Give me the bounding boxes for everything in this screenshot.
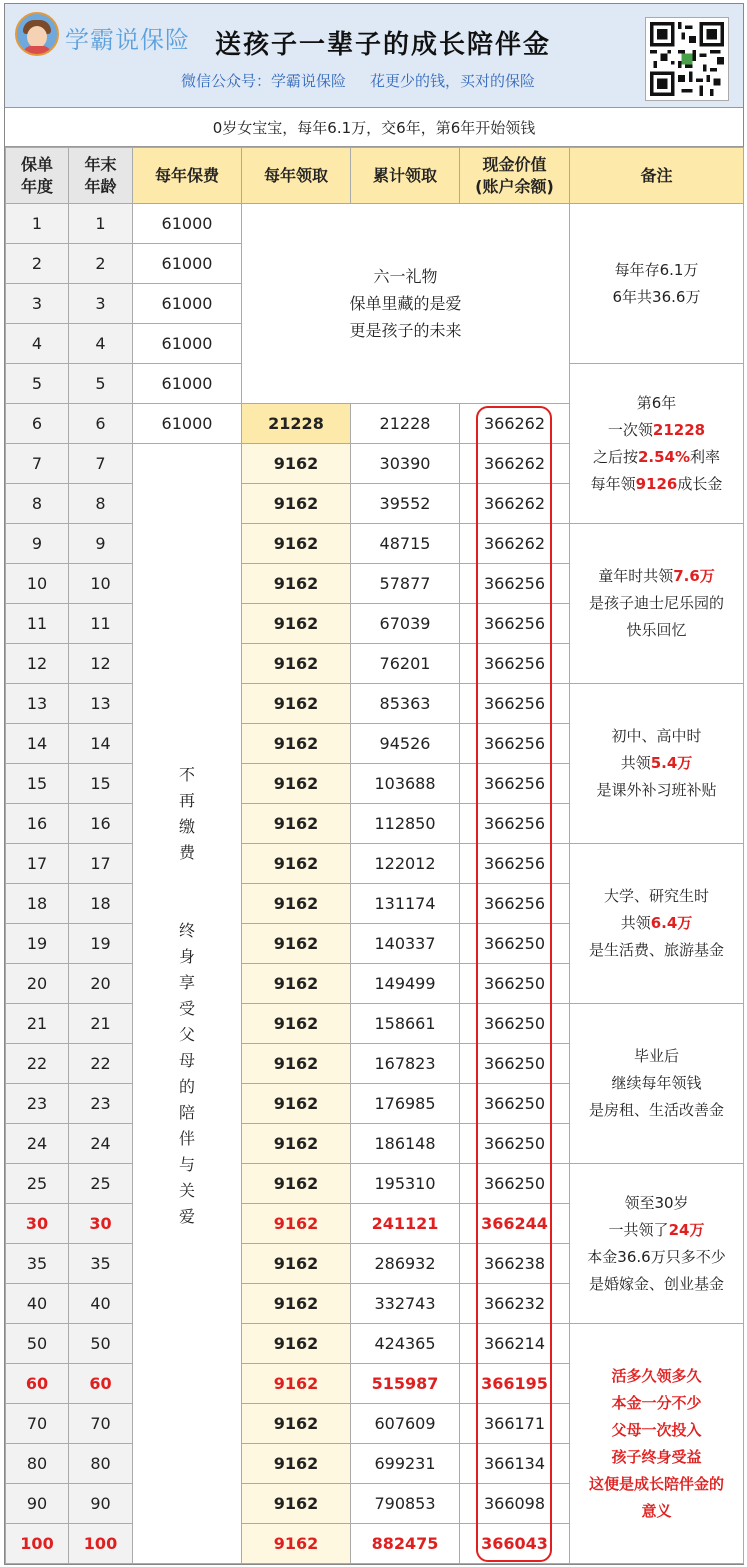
note-text: 是房租、生活改善金	[588, 1101, 724, 1119]
cumulative-payout-cell: 94526	[351, 724, 460, 764]
age-cell: 22	[69, 1044, 133, 1084]
note-text: 领至30岁	[624, 1193, 689, 1212]
policy-year-cell: 25	[6, 1164, 69, 1204]
cumulative-payout-cell: 67039	[351, 604, 460, 644]
cumulative-payout-cell: 186148	[351, 1124, 460, 1164]
note-line	[570, 1070, 743, 1097]
age-cell: 60	[69, 1364, 133, 1404]
cumulative-payout-cell: 30390	[351, 444, 460, 484]
table-row	[6, 844, 744, 884]
cash-value-cell: 366256	[460, 564, 570, 604]
policy-year-cell: 23	[6, 1084, 69, 1124]
cumulative-payout-cell: 241121	[351, 1204, 460, 1244]
note-line	[570, 723, 743, 750]
note-text: 第6年	[636, 393, 677, 412]
note-text: 利率	[690, 447, 721, 466]
note-cell	[570, 1324, 744, 1564]
age-cell: 35	[69, 1244, 133, 1284]
note-text: 本金36.6万只多不少	[587, 1247, 726, 1266]
cash-value-cell: 366250	[460, 1124, 570, 1164]
age-cell: 6	[69, 404, 133, 444]
note-line	[570, 1190, 743, 1217]
annual-payout-cell: 9162	[242, 484, 351, 524]
note-line	[570, 257, 743, 284]
age-cell: 1	[69, 204, 133, 244]
annual-payout-cell: 9162	[242, 1164, 351, 1204]
policy-year-cell: 19	[6, 924, 69, 964]
cumulative-payout-cell: 76201	[351, 644, 460, 684]
annual-payout-cell: 9162	[242, 1284, 351, 1324]
note-cell	[570, 1004, 744, 1164]
note-line	[570, 471, 743, 498]
cumulative-payout-cell: 131174	[351, 884, 460, 924]
note-text: 之后按	[592, 447, 638, 466]
note-text: 每年领	[590, 474, 636, 493]
note-line	[570, 1417, 743, 1444]
age-cell: 30	[69, 1204, 133, 1244]
no-fee-char: 不	[178, 765, 195, 784]
cash-value-cell: 366256	[460, 604, 570, 644]
age-cell: 9	[69, 524, 133, 564]
annual-payout-cell: 21228	[242, 404, 351, 444]
gift-line: 保单里藏的是爱	[349, 294, 462, 313]
cash-value-cell: 366250	[460, 964, 570, 1004]
header-premium: 每年保费	[133, 148, 242, 204]
note-text: 初中、高中时	[611, 727, 702, 745]
age-cell: 100	[69, 1524, 133, 1564]
no-fee-char: 伴	[178, 1129, 195, 1148]
table-row	[6, 204, 744, 244]
no-fee-char: 费	[178, 843, 195, 862]
age-cell: 90	[69, 1484, 133, 1524]
cash-value-cell: 366256	[460, 724, 570, 764]
header-cash-value: 现金价值 (账户余额)	[460, 148, 570, 204]
cash-value-cell: 366232	[460, 1284, 570, 1324]
annual-payout-cell: 9162	[242, 1204, 351, 1244]
note-line	[570, 390, 743, 417]
policy-year-cell: 1	[6, 204, 69, 244]
note-cell	[570, 684, 744, 844]
note-text: 大学、研究生时	[603, 887, 709, 905]
annual-payout-cell: 9162	[242, 1324, 351, 1364]
cumulative-payout-cell: 790853	[351, 1484, 460, 1524]
annual-payout-cell: 9162	[242, 1004, 351, 1044]
note-cell	[570, 1164, 744, 1324]
cash-value-cell: 366238	[460, 1244, 570, 1284]
cash-value-cell: 366250	[460, 1164, 570, 1204]
note-line	[570, 1244, 743, 1271]
cumulative-payout-cell: 57877	[351, 564, 460, 604]
cumulative-payout-cell: 167823	[351, 1044, 460, 1084]
annual-payout-cell: 9162	[242, 1364, 351, 1404]
cash-value-cell: 366244	[460, 1204, 570, 1244]
header-age: 年末 年龄	[69, 148, 133, 204]
policy-year-cell: 50	[6, 1324, 69, 1364]
cumulative-payout-cell: 122012	[351, 844, 460, 884]
policy-year-cell: 6	[6, 404, 69, 444]
table-row	[6, 1324, 744, 1364]
annual-payout-cell: 9162	[242, 564, 351, 604]
note-line	[570, 1498, 743, 1525]
no-fee-char: 再	[178, 791, 195, 810]
policy-year-cell: 9	[6, 524, 69, 564]
cash-value-cell: 366043	[460, 1524, 570, 1564]
cash-value-cell: 366262	[460, 444, 570, 484]
annual-payout-cell: 9162	[242, 1444, 351, 1484]
policy-year-cell: 60	[6, 1364, 69, 1404]
cash-value-cell: 366262	[460, 484, 570, 524]
note-highlight: 9126	[635, 474, 678, 493]
note-line	[570, 883, 743, 910]
annual-payout-cell: 9162	[242, 1484, 351, 1524]
annual-payout-cell: 9162	[242, 1084, 351, 1124]
annual-payout-cell: 9162	[242, 444, 351, 484]
header-annual-payout: 每年领取	[242, 148, 351, 204]
note-text: 共领	[620, 754, 651, 772]
age-cell: 20	[69, 964, 133, 1004]
policy-year-cell: 11	[6, 604, 69, 644]
note-highlight: 2.54%	[637, 447, 691, 466]
age-cell: 17	[69, 844, 133, 884]
annual-payout-cell: 9162	[242, 724, 351, 764]
policy-year-cell: 20	[6, 964, 69, 1004]
gift-line: 六一礼物	[373, 267, 438, 286]
cash-value-cell: 366262	[460, 404, 570, 444]
policy-year-cell: 35	[6, 1244, 69, 1284]
no-fee-char: 受	[178, 999, 195, 1018]
note-highlight: 24万	[668, 1220, 705, 1239]
premium-cell: 61000	[133, 324, 242, 364]
note-text: 快乐回忆	[626, 621, 687, 639]
policy-year-cell: 10	[6, 564, 69, 604]
age-cell: 25	[69, 1164, 133, 1204]
policy-year-cell: 15	[6, 764, 69, 804]
no-fee-note	[133, 444, 242, 1564]
header-policy-year: 保单 年度	[6, 148, 69, 204]
age-cell: 40	[69, 1284, 133, 1324]
note-text: 继续每年领钱	[611, 1074, 702, 1092]
note-highlight: 7.6万	[673, 567, 715, 585]
premium-cell: 61000	[133, 364, 242, 404]
no-fee-char: 缴	[178, 817, 195, 836]
annual-payout-cell: 9162	[242, 924, 351, 964]
policy-year-cell: 18	[6, 884, 69, 924]
cumulative-payout-cell: 48715	[351, 524, 460, 564]
gift-line: 更是孩子的未来	[349, 321, 462, 340]
age-cell: 11	[69, 604, 133, 644]
note-highlight: 5.4万	[650, 754, 693, 772]
cash-value-cell: 366250	[460, 1004, 570, 1044]
annual-payout-cell: 9162	[242, 1404, 351, 1444]
page-header	[5, 4, 743, 108]
age-cell: 14	[69, 724, 133, 764]
note-highlight: 这便是成长陪伴金的	[588, 1474, 724, 1493]
age-cell: 18	[69, 884, 133, 924]
no-fee-char: 父	[178, 1025, 195, 1044]
cash-value-cell: 366250	[460, 1044, 570, 1084]
policy-year-cell: 8	[6, 484, 69, 524]
wechat-account: 微信公众号：学霸说保险	[181, 72, 347, 90]
cash-value-cell: 366214	[460, 1324, 570, 1364]
cumulative-payout-cell: 39552	[351, 484, 460, 524]
table-row	[6, 1004, 744, 1044]
annual-payout-cell: 9162	[242, 804, 351, 844]
age-cell: 13	[69, 684, 133, 724]
age-cell: 15	[69, 764, 133, 804]
header-cumulative-payout: 累计领取	[351, 148, 460, 204]
note-highlight: 21228	[652, 420, 706, 439]
cumulative-payout-cell: 140337	[351, 924, 460, 964]
policy-year-cell: 100	[6, 1524, 69, 1564]
note-line	[570, 777, 743, 804]
policy-year-cell: 17	[6, 844, 69, 884]
note-text: 成长金	[677, 474, 723, 493]
note-text: 共领	[620, 914, 651, 932]
age-cell: 2	[69, 244, 133, 284]
note-line	[570, 563, 743, 590]
age-cell: 70	[69, 1404, 133, 1444]
policy-year-cell: 3	[6, 284, 69, 324]
policy-year-cell: 5	[6, 364, 69, 404]
note-text: 童年时共领	[598, 567, 674, 585]
cumulative-payout-cell: 515987	[351, 1364, 460, 1404]
cumulative-payout-cell: 195310	[351, 1164, 460, 1204]
note-line	[570, 1444, 743, 1471]
note-text: 是婚嫁金、创业基金	[588, 1274, 724, 1293]
age-cell: 50	[69, 1324, 133, 1364]
no-fee-char: 身	[178, 947, 195, 966]
policy-year-cell: 70	[6, 1404, 69, 1444]
table-row	[6, 1164, 744, 1204]
age-cell: 24	[69, 1124, 133, 1164]
note-cell	[570, 204, 744, 364]
cumulative-payout-cell: 103688	[351, 764, 460, 804]
annual-payout-cell: 9162	[242, 884, 351, 924]
note-highlight: 活多久领多久	[611, 1366, 702, 1385]
note-highlight: 6.4万	[650, 914, 693, 932]
avatar-logo-icon	[15, 12, 59, 56]
cumulative-payout-cell: 286932	[351, 1244, 460, 1284]
annual-payout-cell: 9162	[242, 764, 351, 804]
note-text: 一共领了	[608, 1220, 669, 1239]
annual-payout-cell: 9162	[242, 844, 351, 884]
note-line	[570, 1097, 743, 1124]
premium-cell: 61000	[133, 204, 242, 244]
premium-cell: 61000	[133, 404, 242, 444]
note-cell	[570, 364, 744, 524]
policy-year-cell: 80	[6, 1444, 69, 1484]
page-container	[4, 3, 744, 1565]
table-header-row	[6, 148, 744, 204]
note-line	[570, 1471, 743, 1498]
note-line	[570, 284, 743, 311]
cash-value-cell: 366262	[460, 524, 570, 564]
age-cell: 23	[69, 1084, 133, 1124]
note-line	[570, 1390, 743, 1417]
policy-year-cell: 22	[6, 1044, 69, 1084]
age-cell: 16	[69, 804, 133, 844]
note-text: 毕业后	[633, 1047, 679, 1065]
cumulative-payout-cell: 112850	[351, 804, 460, 844]
cash-value-cell: 366195	[460, 1364, 570, 1404]
policy-year-cell: 21	[6, 1004, 69, 1044]
note-line	[570, 1043, 743, 1070]
note-cell	[570, 844, 744, 1004]
age-cell: 10	[69, 564, 133, 604]
annual-payout-cell: 9162	[242, 1244, 351, 1284]
note-highlight: 孩子终身受益	[611, 1447, 702, 1466]
cash-value-cell: 366256	[460, 884, 570, 924]
age-cell: 21	[69, 1004, 133, 1044]
age-cell: 8	[69, 484, 133, 524]
note-line	[570, 910, 743, 937]
note-text: 是孩子迪士尼乐园的	[588, 594, 724, 612]
note-text: 是课外补习班补贴	[596, 781, 717, 799]
note-line	[570, 1271, 743, 1298]
age-cell: 7	[69, 444, 133, 484]
no-fee-char: 终	[178, 921, 195, 940]
annual-payout-cell: 9162	[242, 1524, 351, 1564]
premium-cell: 61000	[133, 284, 242, 324]
note-line	[570, 1363, 743, 1390]
cumulative-payout-cell: 699231	[351, 1444, 460, 1484]
cash-value-cell: 366250	[460, 1084, 570, 1124]
cash-value-cell: 366256	[460, 644, 570, 684]
annual-payout-cell: 9162	[242, 1044, 351, 1084]
table-row	[6, 684, 744, 724]
policy-year-cell: 4	[6, 324, 69, 364]
qr-code-icon	[645, 17, 729, 101]
annual-payout-cell: 9162	[242, 524, 351, 564]
age-cell: 4	[69, 324, 133, 364]
age-cell: 80	[69, 1444, 133, 1484]
cumulative-payout-cell: 21228	[351, 404, 460, 444]
slogan: 花更少的钱，买对的保险	[370, 72, 536, 90]
annual-payout-cell: 9162	[242, 644, 351, 684]
cash-value-cell: 366256	[460, 684, 570, 724]
annual-payout-cell: 9162	[242, 964, 351, 1004]
annual-payout-cell: 9162	[242, 604, 351, 644]
cumulative-payout-cell: 607609	[351, 1404, 460, 1444]
cumulative-payout-cell: 85363	[351, 684, 460, 724]
note-highlight: 父母一次投入	[611, 1420, 702, 1439]
cash-value-cell: 366171	[460, 1404, 570, 1444]
cash-value-cell: 366134	[460, 1444, 570, 1484]
page-title: 送孩子一辈子的成长陪伴金	[215, 30, 552, 60]
policy-year-cell: 16	[6, 804, 69, 844]
annual-payout-cell: 9162	[242, 684, 351, 724]
cumulative-payout-cell: 149499	[351, 964, 460, 1004]
header-notes: 备注	[570, 148, 744, 204]
cash-value-cell: 366256	[460, 804, 570, 844]
page-subtitle	[181, 70, 535, 91]
cash-value-cell: 366098	[460, 1484, 570, 1524]
cumulative-payout-cell: 158661	[351, 1004, 460, 1044]
age-cell: 12	[69, 644, 133, 684]
note-highlight: 本金一分不少	[611, 1393, 702, 1412]
cash-value-cell: 366256	[460, 764, 570, 804]
no-fee-char: 与	[178, 1155, 195, 1174]
note-line	[570, 937, 743, 964]
no-fee-char	[133, 866, 241, 892]
age-cell: 5	[69, 364, 133, 404]
policy-year-cell: 12	[6, 644, 69, 684]
note-line	[570, 444, 743, 471]
age-cell: 3	[69, 284, 133, 324]
policy-year-cell: 24	[6, 1124, 69, 1164]
premium-cell: 61000	[133, 244, 242, 284]
benefit-table	[5, 147, 744, 1564]
note-line	[570, 750, 743, 777]
cumulative-payout-cell: 176985	[351, 1084, 460, 1124]
cash-value-cell: 366256	[460, 844, 570, 884]
annual-payout-cell: 9162	[242, 1124, 351, 1164]
note-highlight: 意义	[641, 1501, 672, 1520]
no-fee-char: 爱	[178, 1207, 195, 1226]
note-line	[570, 590, 743, 617]
no-fee-char: 陪	[178, 1103, 195, 1122]
note-line	[570, 617, 743, 644]
note-text: 6年共36.6万	[612, 287, 701, 306]
policy-year-cell: 13	[6, 684, 69, 724]
note-line	[570, 417, 743, 444]
note-text: 每年存6.1万	[614, 260, 699, 279]
table-caption: 0岁女宝宝，每年6.1万，交6年，第6年开始领钱	[5, 109, 743, 147]
cash-value-cell: 366250	[460, 924, 570, 964]
note-cell	[570, 524, 744, 684]
policy-year-cell: 90	[6, 1484, 69, 1524]
cumulative-payout-cell: 424365	[351, 1324, 460, 1364]
no-fee-char: 享	[178, 973, 195, 992]
brand-name: 学霸说保险	[65, 26, 190, 54]
policy-year-cell: 30	[6, 1204, 69, 1244]
no-fee-char: 关	[178, 1181, 195, 1200]
note-text: 一次领	[607, 420, 653, 439]
note-text: 是生活费、旅游基金	[588, 941, 724, 959]
note-line	[570, 1217, 743, 1244]
policy-year-cell: 7	[6, 444, 69, 484]
cumulative-payout-cell: 332743	[351, 1284, 460, 1324]
policy-year-cell: 40	[6, 1284, 69, 1324]
no-fee-char: 母	[178, 1051, 195, 1070]
age-cell: 19	[69, 924, 133, 964]
table-row	[6, 524, 744, 564]
policy-year-cell: 2	[6, 244, 69, 284]
no-fee-char: 的	[178, 1077, 195, 1096]
no-fee-char	[133, 892, 241, 918]
policy-year-cell: 14	[6, 724, 69, 764]
cumulative-payout-cell: 882475	[351, 1524, 460, 1564]
gift-note	[242, 204, 570, 404]
